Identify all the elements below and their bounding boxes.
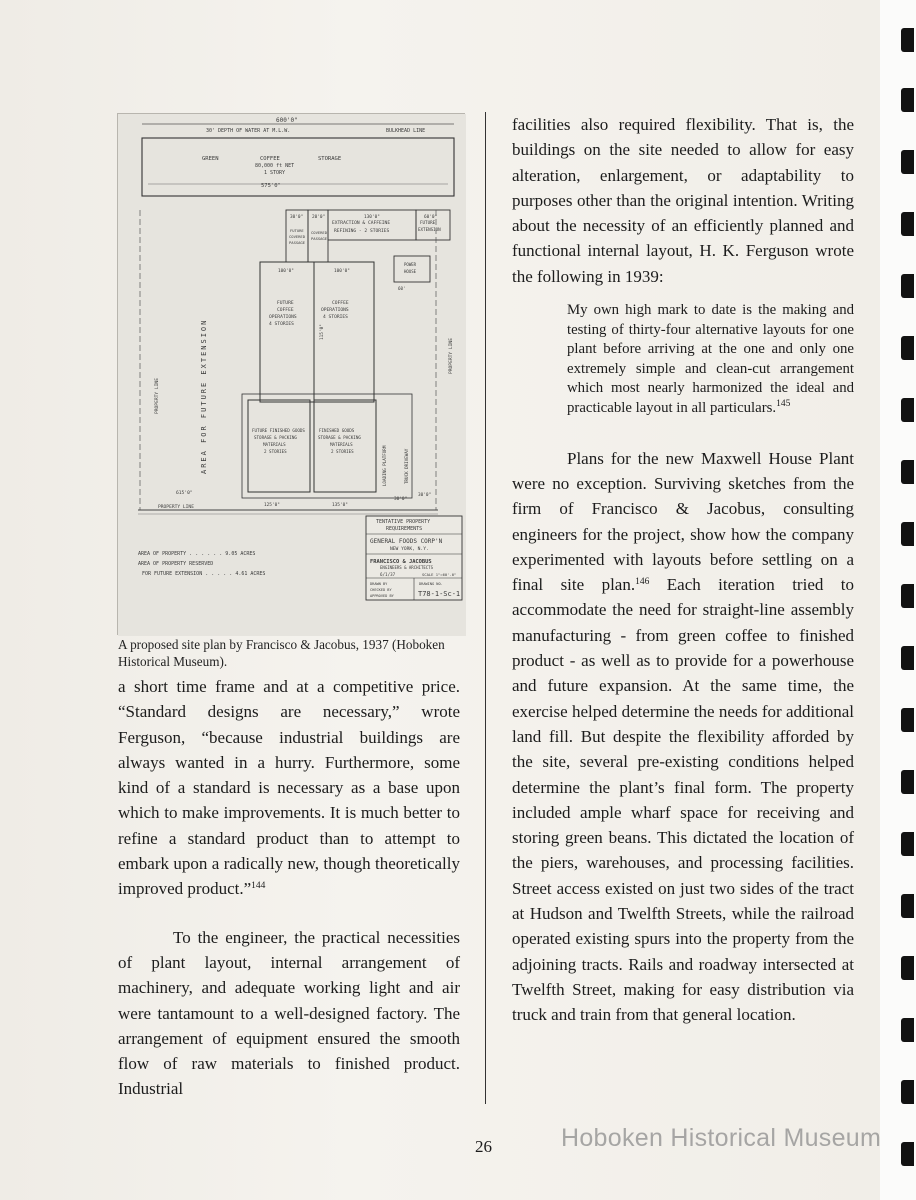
extraction-2: REFINING - 2 STORIES: [334, 229, 390, 234]
spiral-binding: [880, 0, 916, 1200]
dim-e: 100'0": [278, 269, 294, 274]
storage-label-3: STORAGE: [318, 156, 342, 162]
top-dimension: 600'0": [276, 117, 298, 124]
title-drawing-no: T78-1-Sc-1: [418, 590, 461, 598]
extraction-1: EXTRACTION & CAFFEINE: [332, 221, 391, 226]
dim-h: 125'0": [264, 503, 280, 508]
dim-g: 115'0": [320, 324, 325, 340]
title-firm-sub: ENGINEERS & ARCHITECTS: [380, 565, 433, 570]
column-divider: [485, 112, 486, 1104]
future-goods-1: FUTURE FINISHED GOODS: [252, 428, 305, 433]
dim-c: 130'0": [364, 215, 380, 220]
right-column: [512, 112, 854, 1027]
future-ops-4: 4 STORIES: [269, 322, 294, 327]
dim-a: 30'0": [290, 215, 304, 220]
property-line-bottom: PROPERTY LINE: [158, 505, 194, 510]
storage-label-2: COFFEE: [260, 156, 280, 162]
storage-label-1: GREEN: [202, 156, 219, 162]
future-ops-3: OPERATIONS: [269, 315, 297, 320]
future-goods-4: 2 STORIES: [264, 449, 287, 454]
title-line2: REQUIREMENTS: [386, 526, 423, 532]
figure-caption: A proposed site plan by Francisco & Jacobus, 1937 (Hoboken Historical Museum).: [118, 637, 445, 669]
site-plan-figure: [117, 113, 465, 635]
future-passage-2: COVERED: [289, 234, 306, 239]
future-extension-1: FUTURE: [420, 220, 436, 225]
left-paragraph-1: a short time frame and at a competitive price. “Standard designs are necessary,” wrote Ferguson, “because industrial buildings are always wanted in a hurry. Furthermore, some kind of a standard is necessary as a base upon which to make improvements. It is much better to refine a standard product than to attempt to embark upon a radically new, though theoretically improved product.”$^{144}$: [118, 677, 460, 899]
title-drawing-no-label: DRAWING NO.: [419, 582, 443, 586]
property-line-left: PROPERTY LINE: [155, 378, 160, 414]
title-line1: TENTATIVE PROPERTY: [376, 519, 431, 525]
dim-f: 100'0": [334, 269, 350, 274]
title-client: GENERAL FOODS CORP'N: [370, 538, 443, 545]
future-goods-3: MATERIALS: [263, 442, 286, 447]
goods-3: MATERIALS: [330, 442, 353, 447]
dim-b: 20'0": [312, 215, 326, 220]
dim-l: 30'0": [394, 497, 408, 502]
storage-detail-2: 1 STORY: [264, 170, 286, 176]
goods-2: STORAGE & PACKING: [318, 435, 361, 440]
truck-driveway: TRUCK DRIVEWAY: [404, 448, 409, 484]
title-date: 6/1/37: [380, 572, 396, 577]
dim-m: 615'0": [176, 491, 193, 496]
future-passage-3: PASSAGE: [289, 240, 306, 245]
footnote-144[interactable]: 144: [251, 881, 266, 892]
bulkhead-line: BULKHEAD LINE: [386, 128, 426, 134]
title-firm: FRANCISCO & JACOBUS: [370, 559, 432, 565]
ops-3: 4 STORIES: [323, 315, 348, 320]
title-drawn: DRAWN BY: [370, 582, 388, 586]
property-line-right: PROPERTY LINE: [449, 338, 454, 374]
loading-platform: LOADING PLATFORM: [382, 445, 387, 486]
title-approved: APPROVED BY: [370, 594, 394, 598]
passage-2: PASSAGE: [311, 236, 328, 241]
title-city: NEW YORK, N.Y.: [390, 547, 429, 552]
footnote-146[interactable]: 146: [635, 577, 650, 588]
area-future-ext: FOR FUTURE EXTENSION . . . . . 4.61 ACRES: [142, 571, 266, 577]
title-checked: CHECKED BY: [370, 588, 392, 592]
storage-detail-1: 80,000 ft NET: [255, 163, 295, 169]
storage-length: 575'0": [261, 183, 281, 189]
footnote-145[interactable]: 145: [776, 399, 791, 410]
passage-1: COVERED: [311, 230, 328, 235]
future-goods-2: STORAGE & PACKING: [254, 435, 297, 440]
goods-4: 2 STORIES: [331, 449, 354, 454]
future-ops-2: COFFEE: [277, 308, 294, 313]
dim-i: 135'0": [332, 503, 348, 508]
dim-j: 60': [398, 286, 406, 291]
area-reserved: AREA OF PROPERTY RESERVED: [138, 561, 214, 567]
dim-d: 60'0": [424, 215, 438, 220]
water-depth-note: 30' DEPTH OF WATER AT M.L.W.: [206, 128, 291, 134]
ops-1: COFFEE: [332, 301, 349, 306]
left-column: [118, 674, 460, 1102]
area-future-extension: AREA FOR FUTURE EXTENSION: [200, 318, 208, 474]
right-paragraph-1: facilities also required flexibility. That is, the buildings on the site needed to allow for easy alteration, enlargement, or adaptability to purposes other than the original intention. Writing about the necessity of an efficiently planned and functional internal layout, H. K. Ferguson wrote the following in 1939:: [512, 115, 854, 286]
area-property: AREA OF PROPERTY . . . . . . 9.05 ACRES: [138, 551, 256, 557]
power-house-2: HOUSE: [404, 269, 417, 274]
dim-k: 30'0": [418, 493, 432, 498]
goods-1: FINISHED GOODS: [319, 428, 355, 433]
ferguson-quote: My own high mark to date is the making and testing of thirty-four alternative layouts for one plant before arriving at the one and only one extremely simple and clean-cut arrangement which most nearly harmonized the ideal and practicable layout in all particulars.$^{145}$: [567, 302, 854, 417]
future-extension-2: EXTENSION: [418, 227, 441, 232]
watermark: Hoboken Historical Museum: [561, 1124, 882, 1152]
title-scale: SCALE 1"=60'-0": [422, 572, 457, 577]
future-passage-1: FUTURE: [290, 228, 304, 233]
future-ops-1: FUTURE: [277, 301, 294, 306]
power-house-1: POWER: [404, 262, 417, 267]
page-number: 26: [475, 1137, 492, 1156]
ops-2: OPERATIONS: [321, 308, 349, 313]
right-paragraph-2: Plans for the new Maxwell House Plant were no exception. Surviving sketches from the firm of Francisco & Jacobus, consulting engineers for the project, show how the company experimented with layouts before settling on a final site plan.$^{146}$ Each iteration tried to accommodate the need for straight-line assembly manufacturing - from green coffee to finished product - as well as to provide for a powerhouse and future expansion. At the same time, the exercise helped determine the needs for additional land fill. But despite the flexibility afforded by the site, several pre-existing conditions helped determine the plant’s final form. The property included ample wharf space for receiving and storing green beans. This dictated the location of the piers, warehouses, and processing facilities. Street access existed on just two sides of the tract at Hudson and Twelfth Streets, while the railroad operated existing spurs into the property from the adjoining tracts. Rails and roadway intersected at Twelfth Street, making for easy distribution via truck and train from that general location.: [512, 448, 855, 1025]
left-paragraph-2: To the engineer, the practical necessities of plant layout, internal arrangement of machinery, and adequate working light and air were tantamount to a well-designed factory. The arrangement of equipment ensured the smooth flow of raw materials to finished product. Industrial: [118, 927, 460, 1099]
